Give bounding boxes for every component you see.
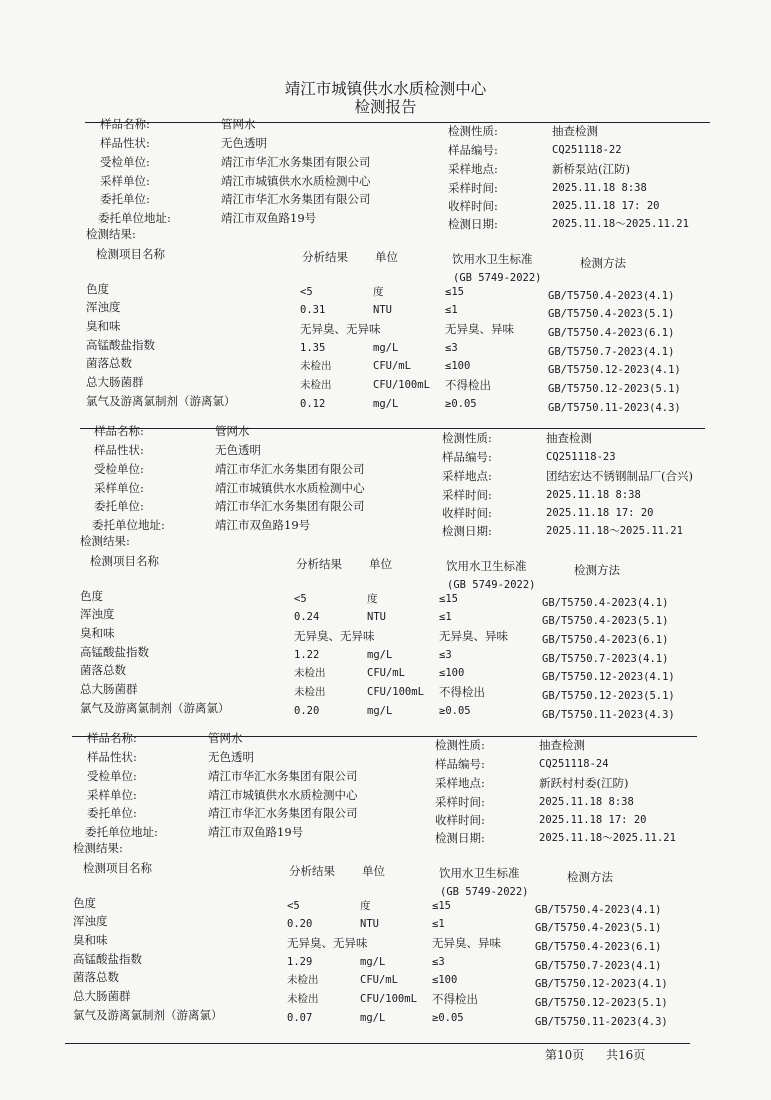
value-receive-time: 2025.11.18 17: 20	[546, 507, 654, 519]
row-result: 未检出	[287, 993, 319, 1005]
label-sample-prop: 样品性状:	[87, 750, 137, 764]
row-standard: 不得检出	[439, 685, 485, 699]
value-sampling-place: 新跃村村委(江防)	[539, 776, 629, 790]
row-method: GB/T5750.4-2023(4.1)	[542, 597, 669, 609]
label-sample-prop: 样品性状:	[100, 136, 150, 150]
col-header-standard-code: (GB 5749-2022)	[453, 272, 542, 284]
label-sampling-time: 采样时间:	[435, 795, 485, 809]
label-sampling-place: 采样地点:	[448, 162, 498, 176]
row-method: GB/T5750.4-2023(6.1)	[535, 941, 662, 953]
row-item: 色度	[86, 282, 109, 296]
col-header-method: 检测方法	[580, 256, 626, 270]
row-standard: ≤3	[432, 956, 445, 968]
row-item: 臭和味	[80, 626, 115, 640]
row-method: GB/T5750.12-2023(4.1)	[542, 671, 675, 683]
row-unit: 度	[367, 593, 378, 605]
row-result: 0.24	[294, 611, 320, 623]
label-test-date: 检测日期:	[442, 524, 492, 538]
value-sampling-time: 2025.11.18 8:38	[539, 796, 634, 808]
row-standard: ≤100	[439, 667, 465, 679]
value-entrust-addr: 靖江市双鱼路19号	[208, 825, 304, 839]
page-number: 第10页	[545, 1048, 585, 1062]
row-unit: 度	[373, 286, 384, 298]
row-item: 菌落总数	[80, 663, 126, 677]
value-entrust-addr: 靖江市双鱼路19号	[215, 518, 311, 532]
col-header-standard: 饮用水卫生标准	[439, 866, 520, 880]
row-method: GB/T5750.4-2023(5.1)	[548, 308, 675, 320]
row-unit: mg/L	[360, 956, 386, 968]
row-result: 0.31	[300, 304, 326, 316]
row-method: GB/T5750.12-2023(5.1)	[542, 690, 675, 702]
value-inspected-unit: 靖江市华汇水务集团有限公司	[208, 769, 358, 783]
row-result: 0.20	[294, 705, 320, 717]
row-item: 高锰酸盐指数	[80, 645, 149, 659]
row-method: GB/T5750.4-2023(5.1)	[535, 922, 662, 934]
row-standard: ≤1	[432, 918, 445, 930]
row-method: GB/T5750.12-2023(4.1)	[535, 978, 668, 990]
col-header-standard-code: (GB 5749-2022)	[447, 579, 536, 591]
value-test-date: 2025.11.18～2025.11.21	[552, 218, 689, 230]
row-unit: NTU	[373, 304, 392, 316]
row-standard: ≤3	[439, 649, 452, 661]
col-header-standard-code: (GB 5749-2022)	[440, 886, 529, 898]
label-receive-time: 收样时间:	[448, 199, 498, 213]
row-result: 1.22	[294, 649, 320, 661]
value-sample-prop: 无色透明	[215, 443, 261, 457]
value-sample-prop: 无色透明	[208, 750, 254, 764]
value-entrust-unit: 靖江市华汇水务集团有限公司	[208, 806, 358, 820]
row-item: 总大肠菌群	[73, 989, 131, 1003]
row-result: <5	[294, 593, 307, 605]
col-header-standard: 饮用水卫生标准	[446, 559, 527, 573]
row-method: GB/T5750.7-2023(4.1)	[535, 960, 662, 972]
value-entrust-addr: 靖江市双鱼路19号	[221, 211, 317, 225]
label-results: 检测结果:	[80, 534, 130, 548]
row-result: 无异臭、无异味	[300, 322, 381, 336]
label-entrust-unit: 委托单位:	[100, 192, 150, 206]
label-test-nature: 检测性质:	[435, 738, 485, 752]
row-standard: ≤100	[432, 974, 458, 986]
col-header-item: 检测项目名称	[96, 247, 165, 261]
label-test-date: 检测日期:	[435, 831, 485, 845]
row-method: GB/T5750.12-2023(4.1)	[548, 364, 681, 376]
row-result: <5	[287, 900, 300, 912]
row-method: GB/T5750.11-2023(4.3)	[548, 402, 681, 414]
row-unit: 度	[360, 900, 371, 912]
row-standard: ≤1	[439, 611, 452, 623]
label-receive-time: 收样时间:	[442, 506, 492, 520]
value-sampling-unit: 靖江市城镇供水水质检测中心	[208, 788, 358, 802]
label-sample-no: 样品编号:	[448, 143, 498, 157]
row-unit: CFU/mL	[367, 667, 405, 679]
row-result: <5	[300, 286, 313, 298]
row-result: 未检出	[287, 974, 319, 986]
row-method: GB/T5750.11-2023(4.3)	[542, 709, 675, 721]
label-inspected-unit: 受检单位:	[87, 769, 137, 783]
value-sample-no: CQ251118-22	[552, 144, 622, 156]
label-entrust-unit: 委托单位:	[87, 806, 137, 820]
row-result: 未检出	[294, 667, 326, 679]
label-results: 检测结果:	[73, 841, 123, 855]
row-method: GB/T5750.7-2023(4.1)	[542, 653, 669, 665]
col-header-standard: 饮用水卫生标准	[452, 252, 533, 266]
value-sampling-place: 新桥泵站(江防)	[552, 162, 630, 176]
row-standard: ≤15	[439, 593, 458, 605]
org-title: 靖江市城镇供水水质检测中心	[284, 80, 487, 98]
value-sample-name: 管网水	[208, 731, 243, 745]
footer-rule	[65, 1043, 690, 1044]
row-standard: 无异臭、异味	[445, 322, 514, 336]
value-entrust-unit: 靖江市华汇水务集团有限公司	[215, 499, 365, 513]
row-standard: ≤1	[445, 304, 458, 316]
label-inspected-unit: 受检单位:	[94, 462, 144, 476]
col-header-result: 分析结果	[289, 864, 335, 878]
row-item: 氯气及游离氯制剂（游离氯）	[86, 394, 236, 408]
col-header-method: 检测方法	[567, 870, 613, 884]
row-result: 1.29	[287, 956, 313, 968]
section-top-rule	[72, 736, 697, 737]
row-item: 色度	[73, 896, 96, 910]
value-sample-prop: 无色透明	[221, 136, 267, 150]
col-header-unit: 单位	[369, 557, 392, 571]
value-sample-no: CQ251118-23	[546, 451, 616, 463]
value-sample-name: 管网水	[221, 117, 256, 131]
row-item: 氯气及游离氯制剂（游离氯）	[80, 701, 230, 715]
row-method: GB/T5750.4-2023(6.1)	[542, 634, 669, 646]
label-entrust-addr: 委托单位地址:	[98, 211, 171, 225]
row-item: 浑浊度	[73, 914, 108, 928]
row-unit: mg/L	[373, 398, 399, 410]
col-header-unit: 单位	[375, 250, 398, 264]
row-result: 1.35	[300, 342, 326, 354]
value-sampling-unit: 靖江市城镇供水水质检测中心	[221, 174, 371, 188]
row-unit: mg/L	[367, 705, 393, 717]
row-result: 无异臭、无异味	[287, 936, 368, 950]
row-item: 臭和味	[73, 933, 108, 947]
row-item: 色度	[80, 589, 103, 603]
value-sampling-unit: 靖江市城镇供水水质检测中心	[215, 481, 365, 495]
row-standard: ≤15	[432, 900, 451, 912]
label-sample-name: 样品名称:	[94, 424, 144, 438]
col-header-unit: 单位	[362, 864, 385, 878]
row-result: 0.20	[287, 918, 313, 930]
value-test-nature: 抽查检测	[552, 124, 598, 138]
value-sample-name: 管网水	[215, 424, 250, 438]
label-entrust-addr: 委托单位地址:	[92, 518, 165, 532]
value-receive-time: 2025.11.18 17: 20	[552, 200, 660, 212]
value-receive-time: 2025.11.18 17: 20	[539, 814, 647, 826]
page-total: 共16页	[606, 1048, 646, 1062]
label-test-date: 检测日期:	[448, 217, 498, 231]
row-standard: ≤100	[445, 360, 471, 372]
row-method: GB/T5750.12-2023(5.1)	[535, 997, 668, 1009]
value-sample-no: CQ251118-24	[539, 758, 609, 770]
label-entrust-addr: 委托单位地址:	[85, 825, 158, 839]
row-item: 总大肠菌群	[80, 682, 138, 696]
row-standard: 无异臭、异味	[439, 629, 508, 643]
label-sample-name: 样品名称:	[87, 731, 137, 745]
label-receive-time: 收样时间:	[435, 813, 485, 827]
label-sample-name: 样品名称:	[100, 117, 150, 131]
label-test-nature: 检测性质:	[448, 124, 498, 138]
label-results: 检测结果:	[86, 227, 136, 241]
row-standard: ≥0.05	[445, 398, 477, 410]
row-item: 菌落总数	[73, 970, 119, 984]
col-header-item: 检测项目名称	[83, 861, 152, 875]
value-test-date: 2025.11.18～2025.11.21	[546, 525, 683, 537]
col-header-result: 分析结果	[296, 557, 342, 571]
value-sampling-time: 2025.11.18 8:38	[546, 489, 641, 501]
report-title: 检测报告	[354, 98, 417, 116]
value-sampling-place: 团结宏达不锈钢制品厂(合兴)	[546, 469, 693, 483]
row-standard: 不得检出	[445, 378, 491, 392]
row-result: 0.12	[300, 398, 326, 410]
value-test-nature: 抽查检测	[539, 738, 585, 752]
row-method: GB/T5750.4-2023(4.1)	[535, 904, 662, 916]
row-item: 臭和味	[86, 319, 121, 333]
row-standard: ≤15	[445, 286, 464, 298]
row-standard: ≤3	[445, 342, 458, 354]
col-header-item: 检测项目名称	[90, 554, 159, 568]
col-header-result: 分析结果	[302, 250, 348, 264]
label-test-nature: 检测性质:	[442, 431, 492, 445]
label-sample-no: 样品编号:	[442, 450, 492, 464]
row-result: 0.07	[287, 1012, 313, 1024]
label-sampling-unit: 采样单位:	[94, 481, 144, 495]
value-sampling-time: 2025.11.18 8:38	[552, 182, 647, 194]
row-item: 高锰酸盐指数	[73, 952, 142, 966]
row-unit: CFU/100mL	[373, 379, 430, 391]
label-sampling-unit: 采样单位:	[100, 174, 150, 188]
row-unit: CFU/mL	[373, 360, 411, 372]
label-sampling-place: 采样地点:	[442, 469, 492, 483]
col-header-method: 检测方法	[574, 563, 620, 577]
row-standard: 不得检出	[432, 992, 478, 1006]
row-unit: CFU/mL	[360, 974, 398, 986]
row-item: 氯气及游离氯制剂（游离氯）	[73, 1008, 223, 1022]
row-item: 高锰酸盐指数	[86, 338, 155, 352]
row-result: 未检出	[300, 379, 332, 391]
value-entrust-unit: 靖江市华汇水务集团有限公司	[221, 192, 371, 206]
row-unit: NTU	[367, 611, 386, 623]
label-sample-no: 样品编号:	[435, 757, 485, 771]
value-test-date: 2025.11.18～2025.11.21	[539, 832, 676, 844]
row-method: GB/T5750.11-2023(4.3)	[535, 1016, 668, 1028]
label-sampling-time: 采样时间:	[442, 488, 492, 502]
row-unit: CFU/100mL	[367, 686, 424, 698]
label-sampling-place: 采样地点:	[435, 776, 485, 790]
row-item: 总大肠菌群	[86, 375, 144, 389]
label-entrust-unit: 委托单位:	[94, 499, 144, 513]
row-method: GB/T5750.4-2023(5.1)	[542, 615, 669, 627]
row-result: 未检出	[300, 360, 332, 372]
label-sampling-time: 采样时间:	[448, 181, 498, 195]
label-sampling-unit: 采样单位:	[87, 788, 137, 802]
row-method: GB/T5750.7-2023(4.1)	[548, 346, 675, 358]
row-method: GB/T5750.4-2023(4.1)	[548, 290, 675, 302]
row-item: 浑浊度	[80, 607, 115, 621]
row-item: 浑浊度	[86, 300, 121, 314]
row-standard: 无异臭、异味	[432, 936, 501, 950]
row-standard: ≥0.05	[439, 705, 471, 717]
row-result: 无异臭、无异味	[294, 629, 375, 643]
row-standard: ≥0.05	[432, 1012, 464, 1024]
row-unit: mg/L	[360, 1012, 386, 1024]
row-method: GB/T5750.4-2023(6.1)	[548, 327, 675, 339]
row-unit: CFU/100mL	[360, 993, 417, 1005]
value-inspected-unit: 靖江市华汇水务集团有限公司	[221, 155, 371, 169]
row-unit: mg/L	[367, 649, 393, 661]
row-unit: NTU	[360, 918, 379, 930]
row-result: 未检出	[294, 686, 326, 698]
value-inspected-unit: 靖江市华汇水务集团有限公司	[215, 462, 365, 476]
label-sample-prop: 样品性状:	[94, 443, 144, 457]
row-method: GB/T5750.12-2023(5.1)	[548, 383, 681, 395]
value-test-nature: 抽查检测	[546, 431, 592, 445]
row-unit: mg/L	[373, 342, 399, 354]
label-inspected-unit: 受检单位:	[100, 155, 150, 169]
row-item: 菌落总数	[86, 356, 132, 370]
